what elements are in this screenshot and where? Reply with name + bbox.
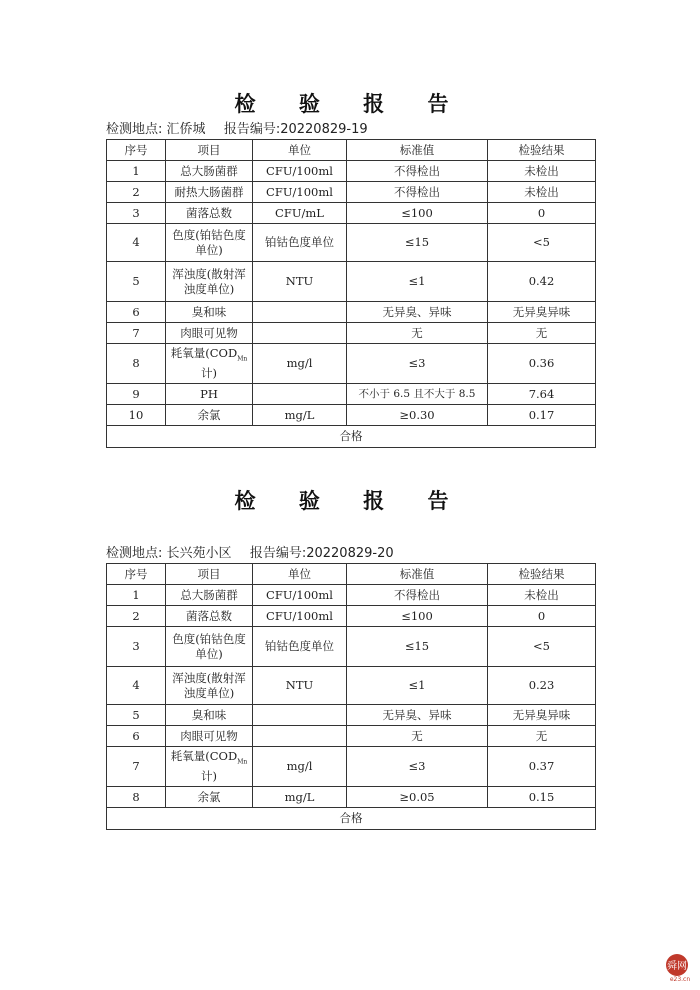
cell-standard: ≤100 bbox=[347, 606, 488, 627]
cell-unit: CFU/100ml bbox=[253, 182, 347, 203]
cell-item: 耗氧量($COD_{Mn}$计) bbox=[166, 344, 253, 384]
header-item: 项目 bbox=[166, 564, 253, 585]
cell-no: 9 bbox=[107, 384, 166, 405]
cell-item: 臭和味 bbox=[166, 302, 253, 323]
cell-unit: mg/L bbox=[253, 405, 347, 426]
cell-no: 8 bbox=[107, 787, 166, 808]
cell-item: 菌落总数 bbox=[166, 606, 253, 627]
watermark-logo bbox=[664, 952, 694, 982]
cell-unit: CFU/100ml bbox=[253, 161, 347, 182]
cell-standard: ≥0.30 bbox=[347, 405, 488, 426]
cell-result: 0 bbox=[488, 203, 596, 224]
cell-standard: ≤1 bbox=[347, 262, 488, 302]
cell-no: 8 bbox=[107, 344, 166, 384]
cell-standard: ≤3 bbox=[347, 747, 488, 787]
cell-standard: 不得检出 bbox=[347, 182, 488, 203]
report-no-label: 报告编号: bbox=[223, 122, 281, 137]
table-header-row bbox=[107, 140, 596, 161]
cell-unit bbox=[253, 302, 347, 323]
cell-result: 7.64 bbox=[488, 384, 596, 405]
cell-standard: ≤15 bbox=[347, 627, 488, 667]
report-title: 检 验 报 告 bbox=[234, 92, 467, 116]
cell-item: 肉眼可见物 bbox=[166, 323, 253, 344]
cell-standard: ≤100 bbox=[347, 203, 488, 224]
report-no-value: 20220829-20 bbox=[306, 546, 394, 561]
cell-result: 无 bbox=[488, 323, 596, 344]
cell-standard: 无 bbox=[347, 726, 488, 747]
header-no: 序号 bbox=[107, 140, 166, 161]
cell-item: 菌落总数 bbox=[166, 203, 253, 224]
header-standard: 标准值 bbox=[347, 564, 488, 585]
cell-item: 色度(铂钴色度单位) bbox=[166, 224, 253, 262]
cell-no: 5 bbox=[107, 262, 166, 302]
table-row bbox=[107, 302, 596, 323]
cell-standard: 无异臭、异味 bbox=[347, 302, 488, 323]
table-row bbox=[107, 384, 596, 405]
header-item: 项目 bbox=[166, 140, 253, 161]
table-row bbox=[107, 203, 596, 224]
table-row bbox=[107, 787, 596, 808]
cell-item: PH bbox=[166, 384, 253, 405]
cell-result: 未检出 bbox=[488, 182, 596, 203]
cell-no: 7 bbox=[107, 323, 166, 344]
conclusion-cell: 合格 bbox=[107, 426, 596, 448]
cell-unit: CFU/mL bbox=[253, 203, 347, 224]
conclusion-row bbox=[107, 808, 596, 830]
table-row bbox=[107, 705, 596, 726]
conclusion-cell: 合格 bbox=[107, 808, 596, 830]
location-value: 长兴苑小区 bbox=[166, 546, 232, 561]
report-meta bbox=[106, 120, 595, 139]
cell-unit bbox=[253, 726, 347, 747]
cell-unit: NTU bbox=[253, 667, 347, 705]
table-row bbox=[107, 344, 596, 384]
cell-standard: ≤3 bbox=[347, 344, 488, 384]
cell-result: 无异臭异味 bbox=[488, 302, 596, 323]
cell-item: 浑浊度(散射浑浊度单位) bbox=[166, 667, 253, 705]
table-row bbox=[107, 161, 596, 182]
cell-result: <5 bbox=[488, 224, 596, 262]
cell-result: 0 bbox=[488, 606, 596, 627]
results-table bbox=[106, 139, 596, 448]
cell-result: 0.15 bbox=[488, 787, 596, 808]
cell-standard: 无 bbox=[347, 323, 488, 344]
cell-no: 4 bbox=[107, 667, 166, 705]
cell-standard: ≥0.05 bbox=[347, 787, 488, 808]
cell-item: 臭和味 bbox=[166, 705, 253, 726]
header-standard: 标准值 bbox=[347, 140, 488, 161]
cell-unit: mg/l bbox=[253, 747, 347, 787]
header-result: 检验结果 bbox=[488, 140, 596, 161]
table-row bbox=[107, 726, 596, 747]
cell-result: 0.37 bbox=[488, 747, 596, 787]
header-unit: 单位 bbox=[253, 140, 347, 161]
table-row bbox=[107, 323, 596, 344]
cell-unit: CFU/100ml bbox=[253, 585, 347, 606]
report-no-value: 20220829-19 bbox=[280, 122, 368, 137]
cell-unit bbox=[253, 384, 347, 405]
cell-standard: ≤1 bbox=[347, 667, 488, 705]
cell-standard: 不得检出 bbox=[347, 161, 488, 182]
table-row bbox=[107, 747, 596, 787]
cell-no: 2 bbox=[107, 606, 166, 627]
cell-result: 未检出 bbox=[488, 585, 596, 606]
cell-result: 0.23 bbox=[488, 667, 596, 705]
cell-no: 7 bbox=[107, 747, 166, 787]
cell-no: 6 bbox=[107, 302, 166, 323]
header-unit: 单位 bbox=[253, 564, 347, 585]
cell-unit: NTU bbox=[253, 262, 347, 302]
cell-item: 余氯 bbox=[166, 405, 253, 426]
results-table bbox=[106, 563, 596, 830]
cell-no: 10 bbox=[107, 405, 166, 426]
location-label: 检测地点: bbox=[106, 122, 163, 137]
cell-item: 肉眼可见物 bbox=[166, 726, 253, 747]
table-row bbox=[107, 606, 596, 627]
report-title: 检 验 报 告 bbox=[234, 489, 467, 513]
cell-result: 0.42 bbox=[488, 262, 596, 302]
cell-standard: ≤15 bbox=[347, 224, 488, 262]
cell-result: 无异臭异味 bbox=[488, 705, 596, 726]
cell-standard: 无异臭、异味 bbox=[347, 705, 488, 726]
header-no: 序号 bbox=[107, 564, 166, 585]
watermark-logo-icon bbox=[664, 952, 694, 982]
table-row bbox=[107, 667, 596, 705]
table-row bbox=[107, 182, 596, 203]
table-row bbox=[107, 224, 596, 262]
cell-unit bbox=[253, 705, 347, 726]
cell-item: 总大肠菌群 bbox=[166, 161, 253, 182]
cell-unit: 铂钴色度单位 bbox=[253, 627, 347, 667]
cell-item: 浑浊度(散射浑浊度单位) bbox=[166, 262, 253, 302]
cell-no: 3 bbox=[107, 627, 166, 667]
cell-result: 无 bbox=[488, 726, 596, 747]
cell-item: 耐热大肠菌群 bbox=[166, 182, 253, 203]
cell-no: 4 bbox=[107, 224, 166, 262]
conclusion-row bbox=[107, 426, 596, 448]
cell-item: 余氯 bbox=[166, 787, 253, 808]
cell-result: <5 bbox=[488, 627, 596, 667]
cell-no: 6 bbox=[107, 726, 166, 747]
cell-item: 耗氧量($COD_{Mn}$计) bbox=[166, 747, 253, 787]
cell-no: 5 bbox=[107, 705, 166, 726]
cell-unit: CFU/100ml bbox=[253, 606, 347, 627]
table-row bbox=[107, 627, 596, 667]
header-result: 检验结果 bbox=[488, 564, 596, 585]
cell-unit bbox=[253, 323, 347, 344]
table-row bbox=[107, 405, 596, 426]
cell-standard: 不得检出 bbox=[347, 585, 488, 606]
cell-no: 3 bbox=[107, 203, 166, 224]
cell-standard: 不小于 6.5 且不大于 8.5 bbox=[347, 384, 488, 405]
cell-unit: mg/L bbox=[253, 787, 347, 808]
report-1 bbox=[106, 88, 595, 448]
cell-no: 1 bbox=[107, 585, 166, 606]
cell-no: 2 bbox=[107, 182, 166, 203]
cell-unit: 铂钴色度单位 bbox=[253, 224, 347, 262]
cell-item: 总大肠菌群 bbox=[166, 585, 253, 606]
table-row bbox=[107, 262, 596, 302]
report-no-label: 报告编号: bbox=[249, 546, 307, 561]
table-header-row bbox=[107, 564, 596, 585]
report-2 bbox=[106, 483, 595, 830]
svg-text:e23.cn: e23.cn bbox=[669, 976, 691, 982]
table-row bbox=[107, 585, 596, 606]
location-value: 汇侨城 bbox=[166, 122, 206, 137]
location-label: 检测地点: bbox=[106, 546, 163, 561]
cell-item: 色度(铂钴色度单位) bbox=[166, 627, 253, 667]
report-meta bbox=[106, 544, 595, 563]
svg-text:舜网: 舜网 bbox=[667, 961, 687, 972]
cell-result: 0.17 bbox=[488, 405, 596, 426]
cell-no: 1 bbox=[107, 161, 166, 182]
cell-result: 0.36 bbox=[488, 344, 596, 384]
cell-unit: mg/l bbox=[253, 344, 347, 384]
cell-result: 未检出 bbox=[488, 161, 596, 182]
